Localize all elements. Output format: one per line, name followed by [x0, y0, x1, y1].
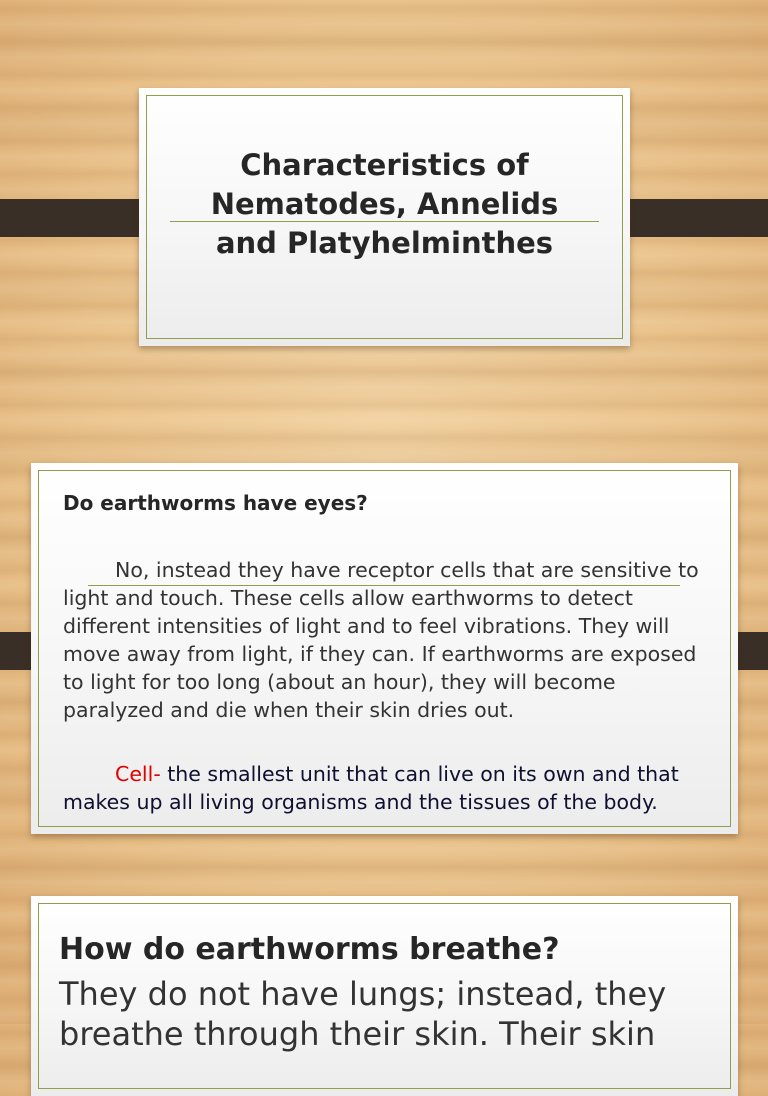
slide-heading: How do earthworms breathe?	[59, 932, 560, 967]
slide-title-line: Characteristics of	[240, 148, 529, 182]
slide-title-line: Nematodes, Annelids	[210, 187, 559, 221]
content-slide-eyes	[31, 463, 738, 834]
content-slide-breathe	[31, 896, 738, 1096]
slide-body-text: No, instead they have receptor cells that are sensitive to light and touch. These cells allow earthworms to detect different intensities of light and to feel vibrations. They will move away from light, if they can. If earthworms are exposed to light for too long (about an hour), they will become paralyzed and die when their skin dries out.	[63, 558, 699, 722]
title-slide	[139, 88, 630, 346]
slide-1-right-bar	[613, 199, 768, 237]
slide-title-line: and Platyhelminthes	[215, 226, 554, 260]
definition-term: Cell-	[115, 762, 161, 786]
slide-heading: Do earthworms have eyes?	[63, 491, 368, 515]
slide-1-left-bar	[0, 199, 156, 237]
slide-body-text: They do not have lungs; instead, they breathe through their skin. Their skin	[59, 975, 667, 1053]
definition-text: the smallest unit that can live on its own and that makes up all living organisms and the tissues of the body.	[63, 762, 679, 814]
definition-paragraph	[63, 760, 723, 816]
slide-title	[159, 146, 610, 263]
